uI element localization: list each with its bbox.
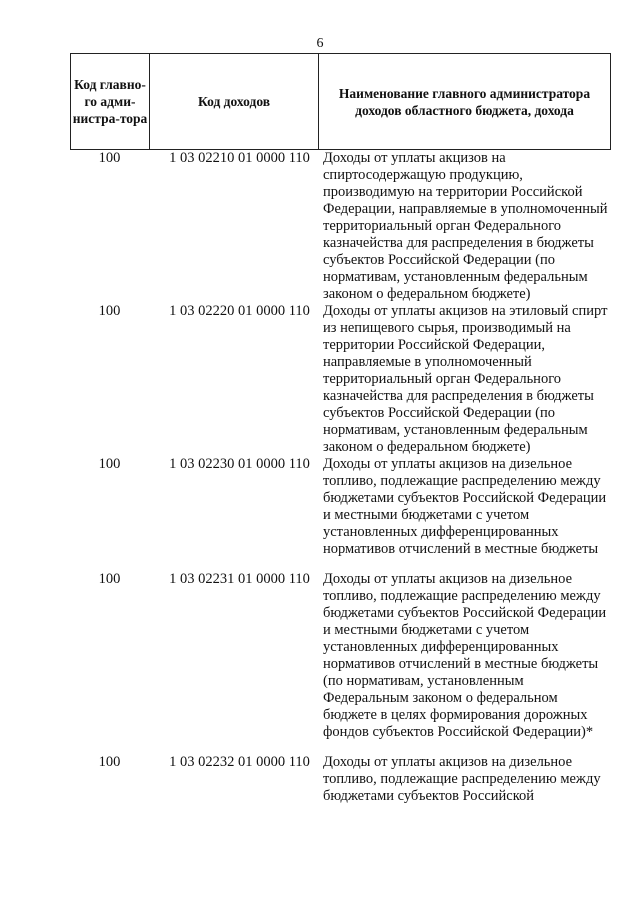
table-row: [70, 150, 612, 303]
table-row: [70, 754, 612, 805]
income-code-cell: 1 03 02220 01 0000 110: [169, 303, 310, 319]
income-name-cell: Доходы от уплаты акцизов на дизельное топливо, подлежащие распределению между бюджетами субъектов Российской Федерации и местными бюджетами с учетом установленных дифференцированных нормативов отчислений в местные бюджеты: [323, 456, 607, 557]
table-row: [70, 303, 612, 456]
header-income-code: Код доходов: [150, 54, 319, 150]
income-code-cell: 1 03 02210 01 0000 110: [169, 150, 310, 166]
admin-code-cell: 100: [98, 754, 121, 770]
income-name-cell: Доходы от уплаты акцизов на дизельное топливо, подлежащие распределению между бюджетами субъектов Российской: [323, 754, 601, 804]
table-row: [70, 456, 612, 571]
header-admin-code: Код главно-го адми-нистра-тора: [71, 54, 150, 150]
income-code-cell: 1 03 02231 01 0000 110: [169, 571, 310, 587]
table-header: [70, 53, 611, 150]
admin-code-cell: 100: [98, 303, 121, 319]
page-number: 6: [316, 36, 324, 51]
income-table: [70, 150, 612, 805]
admin-code-cell: 100: [98, 571, 121, 587]
header-name: Наименование главного администратора доходов областного бюджета, дохода: [319, 54, 611, 150]
income-code-cell: 1 03 02230 01 0000 110: [169, 456, 310, 472]
table-row: [70, 571, 612, 754]
income-name-cell: Доходы от уплаты акцизов на дизельное топливо, подлежащие распределению между бюджетами субъектов Российской Федерации и местными бюджетами с учетом установленных дифференцированных нормативов отчислений в местные бюджеты (по нормативам, установленным Федеральным законом о федеральном бюджете в целях формирования дорожных фондов субъектов Российской Федерации)*: [323, 571, 607, 740]
admin-code-cell: 100: [98, 456, 121, 472]
income-code-cell: 1 03 02232 01 0000 110: [169, 754, 310, 770]
admin-code-cell: 100: [98, 150, 121, 166]
income-name-cell: Доходы от уплаты акцизов на спиртосодержащую продукцию, производимую на территории Российской Федерации, направляемые в уполномоченный территориальный орган Федерального казначейства для распределения в бюджеты субъектов Российской Федерации (по нормативам, установленным федеральным законом о федеральном бюджете): [323, 150, 608, 302]
income-name-cell: Доходы от уплаты акцизов на этиловый спирт из непищевого сырья, производимый на территории Российской Федерации, направляемые в уполномоченный территориальный орган Федерального казначейства для распределения в бюджеты субъектов Российской Федерации (по нормативам, установленным федеральным законом о федеральном бюджете): [323, 303, 608, 455]
